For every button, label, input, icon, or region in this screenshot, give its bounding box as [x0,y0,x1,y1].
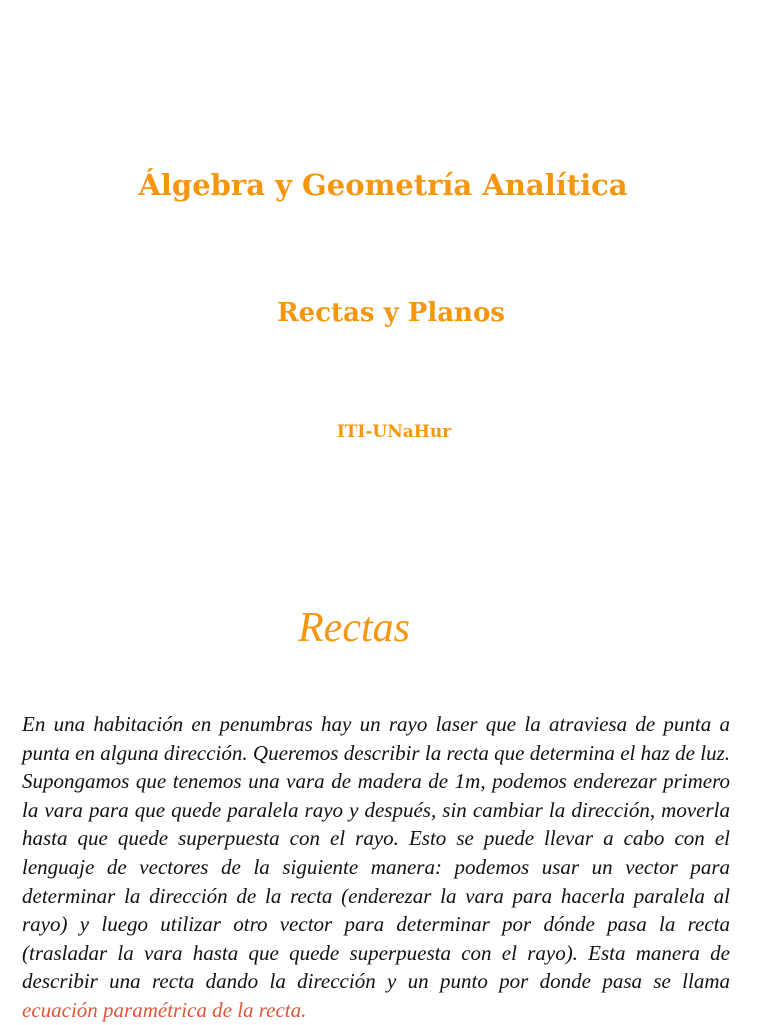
institution-label: ITI-UNaHur [336,422,452,442]
section-heading: Rectas [298,605,410,651]
paragraph-text: En una habitación en penumbras hay un rayo laser que la atraviesa de punta a punta en alguna dirección. Queremos describir la recta que determina el haz de luz. Supongamos que tenemos una vara de madera de 1m, podemos enderezar primero la vara para que quede paralela rayo y después, sin cambiar la dirección, moverla hasta que quede superpuesta con el rayo. Esto se puede llevar a cabo con el lenguaje de vectores de la siguiente manera: podemos usar un vector para determinar la dirección de la recta (enderezar la vara para hacerla paralela al rayo) y luego utilizar otro vector para determinar por dónde pasa la recta (trasladar la vara hasta que quede superpuesta con el rayo). Esta manera de describir una recta dando la dirección y un punto por donde pasa se llama [22,712,730,994]
document-title: Álgebra y Geometría Analítica [138,168,628,202]
section-paragraph [22,710,730,1025]
document-subtitle: Rectas y Planos [277,298,505,328]
parametric-equation-term: ecuación paramétrica de la recta. [22,997,307,1022]
